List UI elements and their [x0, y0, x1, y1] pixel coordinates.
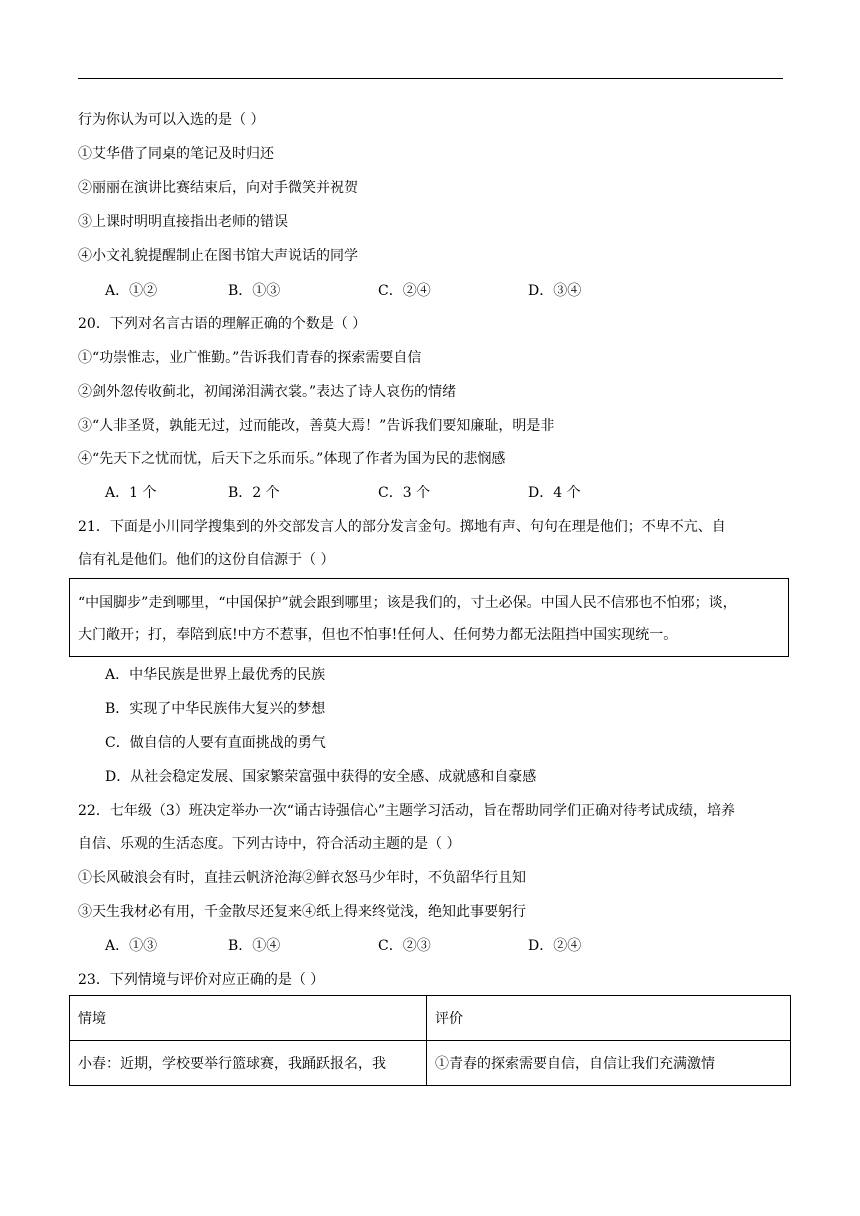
q20-item-2: ②剑外忽传收蓟北，初闻涕泪满衣裳。”表达了诗人哀伤的情绪	[78, 384, 457, 400]
q21-quote-line-1: “中国脚步”走到哪里，“中国保护”就会跟到哪里；该是我们的，寸土必保。中国人民不信邪也不怕邪；谈，	[78, 595, 737, 611]
q22-items-line-2: ③天生我材必有用，千金散尽还复来④纸上得来终觉浅，绝知此事要躬行	[78, 904, 526, 920]
q20-option-d: D．4 个	[528, 485, 581, 501]
q19-option-b: B．①③	[228, 283, 281, 299]
q22-option-a: A．①③	[105, 938, 158, 954]
q21-stem-line-1: 21．下面是小川同学搜集到的外交部发言人的部分发言金句。掷地有声、句句在理是他们；不卑不亢、自	[78, 519, 726, 535]
q21-option-d: D．从社会稳定发展、国家繁荣富强中获得的安全感、成就感和自豪感	[105, 769, 537, 785]
q22-stem-line-2: 自信、乐观的生活态度。下列古诗中，符合活动主题的是（ ）	[78, 836, 461, 852]
q23-stem: 23．下列情境与评价对应正确的是（ ）	[78, 972, 325, 988]
q20-item-1: ①“功崇惟志，业广惟勤。”告诉我们青春的探索需要自信	[78, 350, 422, 366]
q19-item-3: ③上课时明明直接指出老师的错误	[78, 214, 288, 230]
q21-stem-line-2: 信有礼是他们。他们的这份自信源于（ ）	[78, 552, 335, 568]
header-rule	[78, 78, 783, 79]
q19-item-2: ②丽丽在演讲比赛结束后，向对手微笑并祝贺	[78, 180, 358, 196]
q20-option-b: B．2 个	[228, 485, 280, 501]
evaluation-cell: ①青春的探索需要自信，自信让我们充满激情	[427, 1041, 791, 1086]
header-scenario: 情境	[70, 996, 427, 1041]
q22-stem-line-1: 22．七年级（3）班决定举办一次“诵古诗强信心”主题学习活动，旨在帮助同学们正确对待考试成绩，培养	[78, 803, 736, 819]
q20-item-4: ④“先天下之忧而忧，后天下之乐而乐。”体现了作者为国为民的悲悯感	[78, 451, 506, 467]
q21-option-a: A．中华民族是世界上最优秀的民族	[105, 667, 326, 683]
q19-item-1: ①艾华借了同桌的笔记及时归还	[78, 146, 274, 162]
q19-option-d: D．③④	[528, 283, 582, 299]
table-row	[70, 1041, 791, 1086]
header-evaluation: 评价	[427, 996, 791, 1041]
q22-option-d: D．②④	[528, 938, 582, 954]
q23-table	[69, 995, 791, 1086]
q22-items-line-1: ①长风破浪会有时，直挂云帆济沧海②鲜衣怒马少年时，不负韶华行且知	[78, 870, 526, 886]
q21-option-b: B．实现了中华民族伟大复兴的梦想	[105, 701, 326, 717]
q21-quote-line-2: 大门敞开；打，奉陪到底!中方不惹事，但也不怕事!任何人、任何势力都无法阻挡中国实现统一。	[78, 627, 678, 643]
q20-option-c: C．3 个	[378, 485, 431, 501]
q20-item-3: ③“人非圣贤，孰能无过，过而能改，善莫大焉！”告诉我们要知廉耻，明是非	[78, 418, 555, 434]
q20-option-a: A．1 个	[105, 485, 157, 501]
scenario-cell: 小春：近期，学校要举行篮球赛，我踊跃报名，我	[70, 1041, 427, 1086]
q22-option-b: B．①④	[228, 938, 281, 954]
q20-stem: 20．下列对名言古语的理解正确的个数是（ ）	[78, 316, 367, 332]
q19-stem: 行为你认为可以入选的是（ ）	[78, 112, 265, 128]
q21-option-c: C．做自信的人要有直面挑战的勇气	[105, 735, 326, 751]
q19-option-a: A．①②	[105, 283, 158, 299]
q22-option-c: C．②③	[378, 938, 431, 954]
q19-item-4: ④小文礼貌提醒制止在图书馆大声说话的同学	[78, 248, 358, 264]
q21-quote-box	[69, 578, 789, 657]
q19-option-c: C．②④	[378, 283, 431, 299]
table-header-row	[70, 996, 791, 1041]
